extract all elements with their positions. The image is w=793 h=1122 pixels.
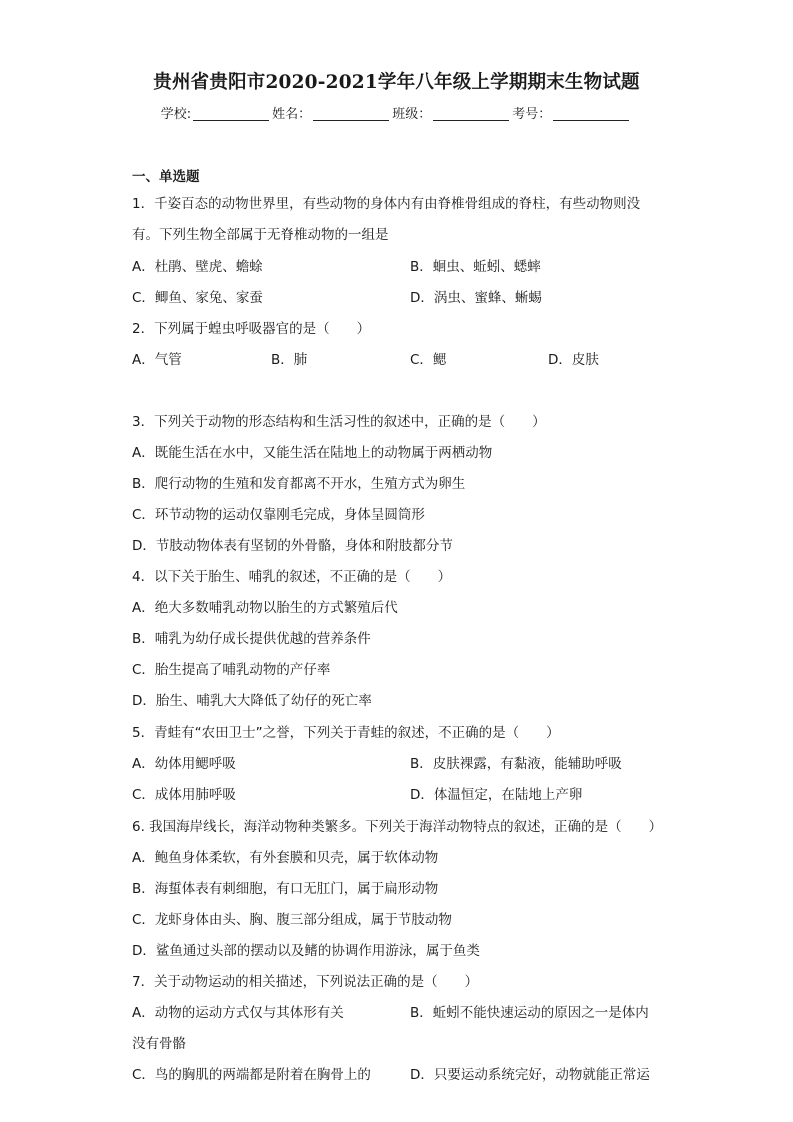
page-title: 贵州省贵阳市2020-2021学年八年级上学期期末生物试题 bbox=[153, 72, 640, 93]
school-blank[interactable] bbox=[193, 106, 269, 121]
question-1-stem-line-2: 有。下列生物全部属于无脊椎动物的一组是 bbox=[132, 227, 389, 243]
question-2-stem: 2．下列属于蝗虫呼吸器官的是（ ） bbox=[132, 321, 371, 337]
question-2-option-a[interactable]: A．气管 bbox=[132, 352, 182, 368]
name-blank[interactable] bbox=[313, 106, 389, 121]
question-4-option-b[interactable]: B．哺乳为幼仔成长提供优越的营养条件 bbox=[132, 631, 371, 647]
student-info-row bbox=[0, 103, 793, 122]
question-5-option-c[interactable]: C．成体用肺呼吸 bbox=[132, 787, 236, 803]
question-7-option-b[interactable]: B．蚯蚓不能快速运动的原因之一是体内 bbox=[410, 1005, 649, 1021]
question-1-option-a[interactable]: A．杜鹃、壁虎、蟾蜍 bbox=[132, 259, 263, 275]
question-4-stem: 4．以下关于胎生、哺乳的叙述，不正确的是（ ） bbox=[132, 569, 452, 585]
question-5-option-b[interactable]: B．皮肤裸露，有黏液，能辅助呼吸 bbox=[410, 756, 622, 772]
question-3-option-a[interactable]: A．既能生活在水中，又能生活在陆地上的动物属于两栖动物 bbox=[132, 445, 493, 461]
question-7-stem: 7．关于动物运动的相关描述，下列说法正确的是（ ） bbox=[132, 974, 479, 990]
question-1-option-b[interactable]: B．蛔虫、蚯蚓、蟋蟀 bbox=[410, 259, 541, 275]
question-7-option-d[interactable]: D．只要运动系统完好，动物就能正常运 bbox=[410, 1067, 650, 1083]
question-4-option-d[interactable]: D．胎生、哺乳大大降低了幼仔的死亡率 bbox=[132, 693, 372, 709]
class-blank[interactable] bbox=[433, 106, 509, 121]
question-4-option-c[interactable]: C．胎生提高了哺乳动物的产仔率 bbox=[132, 662, 331, 678]
question-1-option-c[interactable]: C．鲫鱼、家兔、家蚕 bbox=[132, 290, 263, 306]
question-1-option-d[interactable]: D．涡虫、蜜蜂、蜥蜴 bbox=[410, 290, 542, 306]
question-3-option-b[interactable]: B．爬行动物的生殖和发育都离不开水，生殖方式为卵生 bbox=[132, 476, 466, 492]
section-title: 一、单选题 bbox=[132, 169, 200, 185]
question-2-option-d[interactable]: D．皮肤 bbox=[548, 352, 599, 368]
question-6-option-d[interactable]: D．鲨鱼通过头部的摆动以及鳍的协调作用游泳，属于鱼类 bbox=[132, 943, 480, 959]
question-7-option-a[interactable]: A．动物的运动方式仅与其体形有关 bbox=[132, 1005, 344, 1021]
question-6-option-c[interactable]: C．龙虾身体由头、胸、腹三部分组成，属于节肢动物 bbox=[132, 912, 452, 928]
question-2-option-c[interactable]: C．鳃 bbox=[410, 352, 447, 368]
question-1-stem-line-1: 1．千姿百态的动物世界里，有些动物的身体内有由脊椎骨组成的脊柱，有些动物则没 bbox=[132, 196, 641, 212]
school-label: 学校: bbox=[160, 107, 192, 122]
question-6-option-a[interactable]: A．鲍鱼身体柔软，有外套膜和贝壳，属于软体动物 bbox=[132, 850, 439, 866]
question-7-option-c[interactable]: C．鸟的胸肌的两端都是附着在胸骨上的 bbox=[132, 1067, 371, 1083]
name-label: 姓名： bbox=[272, 107, 312, 122]
question-7-option-b-continued: 没有骨骼 bbox=[132, 1036, 186, 1052]
question-3-option-d[interactable]: D．节肢动物体表有坚韧的外骨骼，身体和附肢都分节 bbox=[132, 538, 453, 554]
question-5-stem: 5．青蛙有“农田卫士”之誉，下列关于青蛙的叙述，不正确的是（ ） bbox=[132, 725, 560, 741]
question-6-option-b[interactable]: B．海蜇体表有刺细胞，有口无肛门，属于扁形动物 bbox=[132, 881, 439, 897]
question-5-option-d[interactable]: D．体温恒定，在陆地上产卵 bbox=[410, 787, 583, 803]
question-4-option-a[interactable]: A．绝大多数哺乳动物以胎生的方式繁殖后代 bbox=[132, 600, 398, 616]
class-label: 班级： bbox=[392, 107, 432, 122]
question-3-stem: 3．下列关于动物的形态结构和生活习性的叙述中，正确的是（ ） bbox=[132, 414, 546, 430]
question-3-option-c[interactable]: C．环节动物的运动仅靠刚毛完成，身体呈圆筒形 bbox=[132, 507, 425, 523]
exam-no-label: 考号： bbox=[512, 107, 552, 122]
question-6-stem: 6. 我国海岸线长，海洋动物种类繁多。下列关于海洋动物特点的叙述，正确的是（ ） bbox=[132, 819, 663, 835]
question-5-option-a[interactable]: A．幼体用鳃呼吸 bbox=[132, 756, 236, 772]
question-2-option-b[interactable]: B．肺 bbox=[271, 352, 308, 368]
exam-no-blank[interactable] bbox=[553, 106, 629, 121]
